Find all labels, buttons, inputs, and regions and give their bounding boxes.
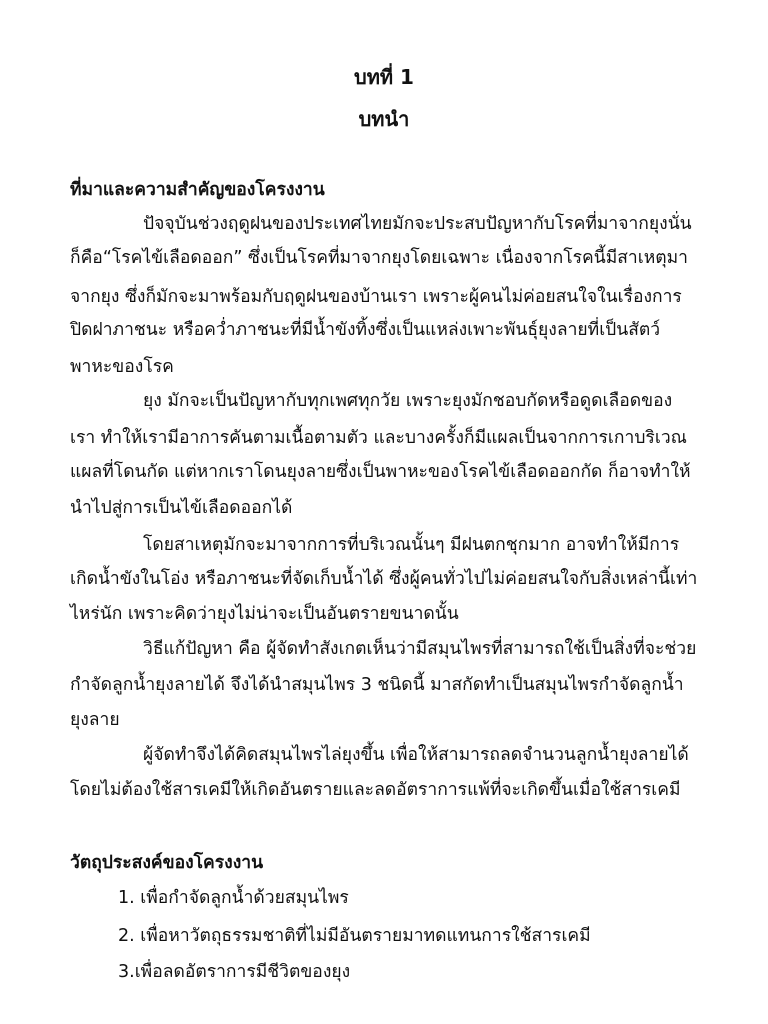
paragraph-line: ปัจจุบันช่วงฤดูฝนของประเทศไทยมักจะประสบปัญหากับโรคที่มาจากยุงนั่น	[143, 214, 692, 234]
paragraph-line: พาหะของโรค	[70, 357, 174, 377]
paragraph-line: โดยสาเหตุมักจะมาจากการที่บริเวณนั้นๆ มีฝนตกชุกมาก อาจทำให้มีการ	[143, 535, 680, 555]
paragraph-line: วิธีแก้ปัญหา คือ ผู้จัดทำสังเกตเห็นว่ามีสมุนไพรที่สามารถใช้เป็นสิ่งที่จะช่วย	[143, 639, 697, 659]
objective-list-item: 2. เพื่อหาวัตถุธรรมชาติที่ไม่มีอันตรายมาทดแทนการใช้สารเคมี	[118, 926, 591, 946]
paragraph-line: แผลที่โดนกัด แต่หากเราโดนยุงลายซึ่งเป็นพาหะของโรคไข้เลือดออกกัด ก็อาจทำให้	[70, 462, 691, 482]
paragraph-line: เรา ทำให้เรามีอาการคันตามเนื้อตามตัว และบางครั้งก็มีแผลเป็นจากการเกาบริเวณ	[70, 428, 687, 448]
chapter-number: บทที่ 1	[354, 65, 414, 89]
paragraph-line: เกิดน้ำขังในโอ่ง หรือภาชนะที่จัดเก็บน้ำได้ ซึ่งผู้คนทั่วไปไม่ค่อยสนใจกับสิ่งเหล่านี้เท่า	[70, 569, 698, 589]
paragraph-line: จากยุง ซึ่งก็มักจะมาพร้อมกับฤดูฝนของบ้านเรา เพราะผู้คนไม่ค่อยสนใจในเรื่องการ	[70, 287, 682, 307]
background-section-heading: ที่มาและความสำคัญของโครงงาน	[70, 180, 325, 200]
paragraph-line: ยุง มักจะเป็นปัญหากับทุกเพศทุกวัย เพราะยุงมักชอบกัดหรือดูดเลือดของ	[143, 391, 673, 411]
paragraph-line: ก็คือ“โรคไข้เลือดออก” ซึ่งเป็นโรคที่มาจากยุงโดยเฉพาะ เนื่องจากโรคนี้มีสาเหตุมา	[70, 248, 689, 268]
paragraph-line: ยุงลาย	[70, 710, 120, 730]
paragraph-line: นำไปสู่การเป็นไข้เลือดออกได้	[70, 498, 293, 518]
chapter-title: บทนำ	[358, 107, 410, 131]
objective-list-item: 1. เพื่อกำจัดลูกน้ำด้วยสมุนไพร	[118, 888, 349, 908]
paragraph-line: ผู้จัดทำจึงได้คิดสมุนไพรไล่ยุงขึ้น เพื่อให้สามารถลดจำนวนลูกน้ำยุงลายได้	[143, 745, 689, 765]
objective-list-item: 3.เพื่อลดอัตราการมีชีวิตของยุง	[118, 962, 351, 982]
paragraph-line: โดยไม่ต้องใช้สารเคมีให้เกิดอันตรายและลดอัตราการแพ้ที่จะเกิดขึ้นเมื่อใช้สารเคมี	[70, 780, 681, 800]
paragraph-line: ปิดฝาภาชนะ หรือคว่ำภาชนะที่มีน้ำขังทิ้งซึ่งเป็นแหล่งเพาะพันธุ์ยุงลายที่เป็นสัตว์	[70, 320, 661, 340]
paragraph-line: ไหร่นัก เพราะคิดว่ายุงไม่น่าจะเป็นอันตรายขนาดนั้น	[70, 604, 459, 624]
paragraph-line: กำจัดลูกน้ำยุงลายได้ จึงได้นำสมุนไพร 3 ชนิดนี้ มาสกัดทำเป็นสมุนไพรกำจัดลูกน้ำ	[70, 675, 684, 695]
objectives-section-heading: วัตถุประสงค์ของโครงงาน	[70, 853, 264, 873]
